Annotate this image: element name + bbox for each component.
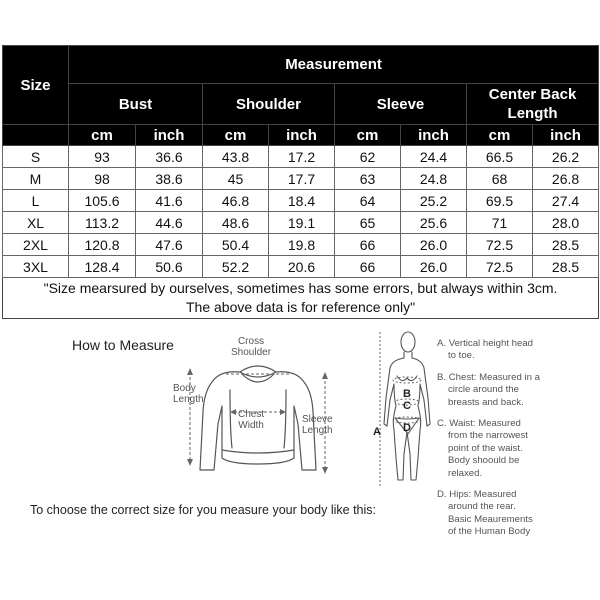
unit-header: inch [533,125,599,146]
note-waist: C. Waist: Measured from the narrowest point of the waist. Body shoould be relaxed. [437,418,528,479]
measurement-header: Measurement [69,46,599,84]
size-chart-table [2,45,599,319]
letter-c: C [403,400,411,412]
measurement-cell: 63 [335,168,401,190]
reference-note-line: The above data is for reference only" [185,299,416,315]
measurement-cell: 66 [335,256,401,278]
reference-note-line: "Size mearsured by ourselves, sometimes has some errors, but always within 3cm. [43,280,558,296]
measurement-cell: 50.4 [203,234,269,256]
measurement-cell: 18.4 [269,190,335,212]
measurement-cell: 19.8 [269,234,335,256]
sleeve-header: Sleeve [335,84,467,125]
measurement-cell: 66 [335,234,401,256]
shoulder-header: Shoulder [203,84,335,125]
measurement-cell: 38.6 [136,168,203,190]
size-rows [3,146,599,278]
unit-header: cm [467,125,533,146]
measurement-cell: 72.5 [467,234,533,256]
measurement-cell: 19.1 [269,212,335,234]
measurement-cell: 64 [335,190,401,212]
size-row [3,212,599,234]
measurement-cell: 41.6 [136,190,203,212]
letter-b: B [403,388,411,400]
measurement-cell: 93 [69,146,136,168]
measurement-cell: 68 [467,168,533,190]
unit-header: cm [335,125,401,146]
measurement-cell: 71 [467,212,533,234]
size-row [3,256,599,278]
how-to-measure-title: How to Measure [72,337,174,353]
measurement-cell: 28.5 [533,256,599,278]
measurement-cell: 17.7 [269,168,335,190]
measurement-cell: 28.0 [533,212,599,234]
measurement-cell: 26.0 [401,256,467,278]
measurement-cell: 24.4 [401,146,467,168]
size-label-cell: S [3,146,69,168]
measurement-cell: 62 [335,146,401,168]
unit-header: cm [69,125,136,146]
note-chest: B. Chest: Measured in a circle around the breasts and back. [437,371,540,408]
measurement-cell: 46.8 [203,190,269,212]
size-label-cell: 2XL [3,234,69,256]
measurement-cell: 128.4 [69,256,136,278]
unit-header [3,125,69,146]
measurement-cell: 105.6 [69,190,136,212]
measurement-cell: 28.5 [533,234,599,256]
chest-width-label: Chest Width [238,409,265,431]
measurement-cell: 17.2 [269,146,335,168]
size-row [3,146,599,168]
unit-header: cm [203,125,269,146]
center-back-length-label: Center Back Length [488,86,577,122]
letter-a: A [373,426,381,438]
measurement-cell: 43.8 [203,146,269,168]
measurement-cell: 26.2 [533,146,599,168]
measurement-cell: 25.6 [401,212,467,234]
letter-d: D [403,422,411,434]
bust-header: Bust [69,84,203,125]
measurement-cell: 20.6 [269,256,335,278]
measurement-cell: 25.2 [401,190,467,212]
measurement-cell: 120.8 [69,234,136,256]
measurement-cell: 47.6 [136,234,203,256]
size-row [3,234,599,256]
measurement-cell: 72.5 [467,256,533,278]
size-label-cell: XL [3,212,69,234]
measurement-cell: 45 [203,168,269,190]
measurement-cell: 52.2 [203,256,269,278]
cross-shoulder-label: Cross Shoulder [231,336,272,358]
measurement-cell: 24.8 [401,168,467,190]
size-column-header: Size [3,46,69,125]
measurement-cell: 66.5 [467,146,533,168]
sleeve-length-label: Sleeve Length [302,414,333,436]
measurement-notes [437,338,597,548]
unit-header: inch [269,125,335,146]
size-label-cell: 3XL [3,256,69,278]
measurement-cell: 98 [69,168,136,190]
measurement-cell: 44.6 [136,212,203,234]
body-head [401,332,415,352]
size-row [3,190,599,212]
measurement-cell: 65 [335,212,401,234]
body-length-label: Body Length [173,383,204,405]
reference-note [3,278,599,319]
unit-header: inch [136,125,203,146]
measurement-cell: 27.4 [533,190,599,212]
note-height: A. Vertical height head to toe. [437,338,534,362]
measurement-cell: 50.6 [136,256,203,278]
measurement-cell: 36.6 [136,146,203,168]
size-label-cell: L [3,190,69,212]
measurement-cell: 113.2 [69,212,136,234]
size-label-cell: M [3,168,69,190]
measurement-cell: 69.5 [467,190,533,212]
measure-instruction: To choose the correct size for you measure your body like this: [30,503,376,517]
measurement-cell: 48.6 [203,212,269,234]
measurement-cell: 26.0 [401,234,467,256]
size-row [3,168,599,190]
note-hips: D. Hips: Measured around the rear. Basic Meaurements of the Human Body [437,489,533,538]
unit-header: inch [401,125,467,146]
center-back-length-header [467,84,599,125]
sweater-collar [240,366,276,377]
measurement-cell: 26.8 [533,168,599,190]
